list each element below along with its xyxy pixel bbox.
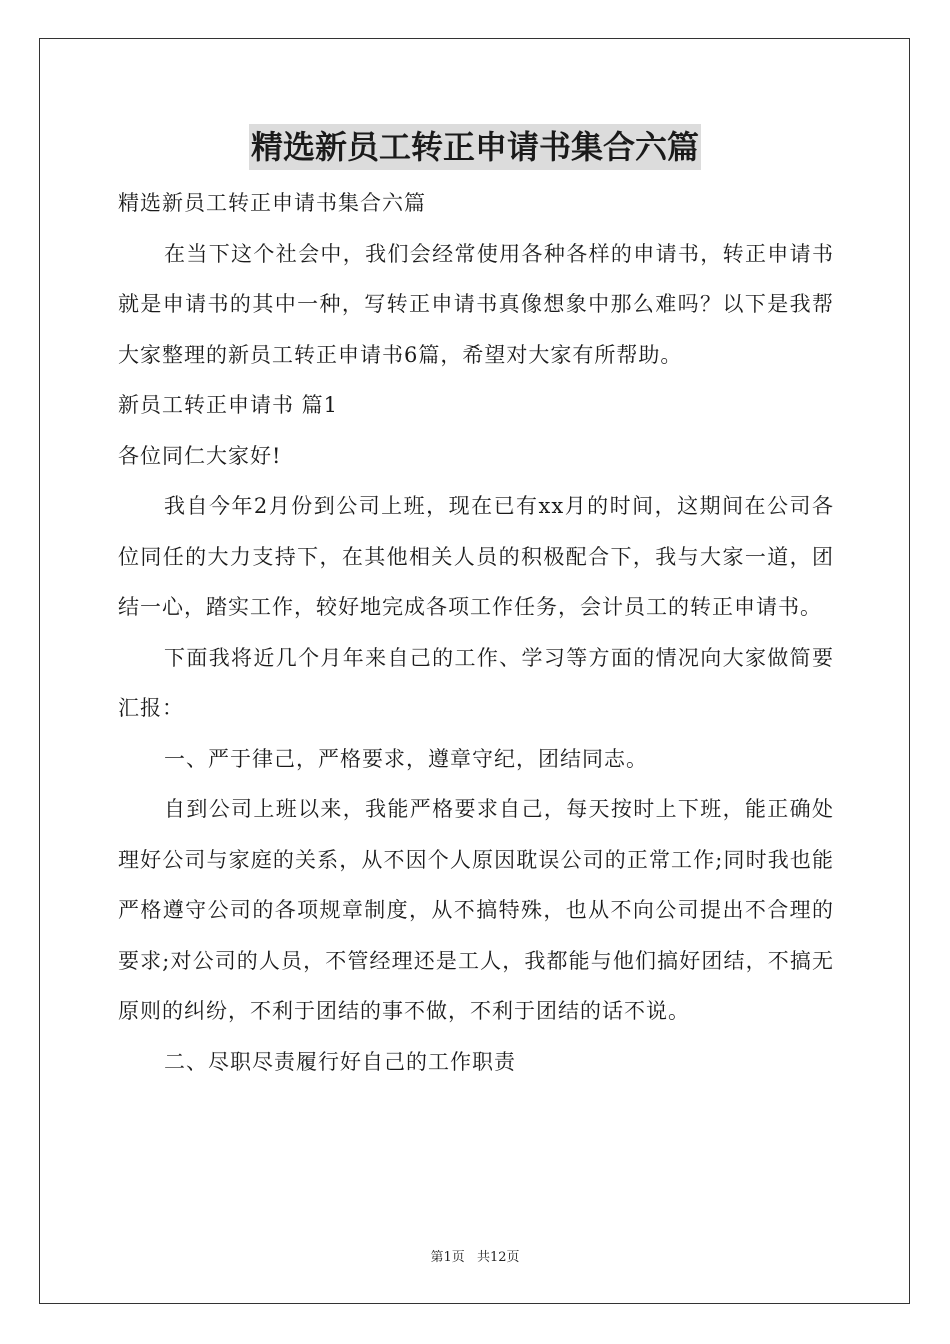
- paragraph: 自到公司上班以来，我能严格要求自己，每天按时上下班，能正确处理好公司与家庭的关系，从不因个人原因耽误公司的正常工作;同时我也能严格遵守公司的各项规章制度，从不搞特殊，也从不向公司提出不合理的要求;对公司的人员，不管经理还是工人，我都能与他们搞好团结，不搞无原则的纠纷，不利于团结的事不做，不利于团结的话不说。: [118, 797, 834, 1023]
- paragraph: 下面我将近几个月年来自己的工作、学习等方面的情况向大家做简要汇报：: [118, 645, 834, 720]
- page-total: 共12页: [476, 1250, 520, 1265]
- document-body: [118, 178, 834, 1087]
- paragraph: 一、严于律己，严格要求，遵章守纪，团结同志。: [164, 746, 648, 771]
- paragraph: 在当下这个社会中，我们会经常使用各种各样的申请书，转正申请书就是申请书的其中一种，写转正申请书真像想象中那么难吗？以下是我帮大家整理的新员工转正申请书6篇，希望对大家有所帮助。: [118, 241, 834, 367]
- paragraph: 新员工转正申请书 篇1: [118, 393, 339, 417]
- document-title: 精选新员工转正申请书集合六篇: [249, 124, 701, 170]
- title-container: [0, 124, 950, 170]
- page-number: 第1页: [430, 1250, 465, 1265]
- paragraph: 我自今年2月份到公司上班，现在已有xx月的时间，这期间在公司各位同任的大力支持下，在其他相关人员的积极配合下，我与大家一道，团结一心，踏实工作，较好地完成各项工作任务，会计员工的转正申请书。: [118, 494, 834, 619]
- paragraph: 各位同仁大家好!: [118, 443, 282, 468]
- paragraph: 精选新员工转正申请书集合六篇: [118, 191, 426, 215]
- page-footer: [0, 1246, 950, 1265]
- paragraph: 二、尽职尽责履行好自己的工作职责: [164, 1049, 516, 1074]
